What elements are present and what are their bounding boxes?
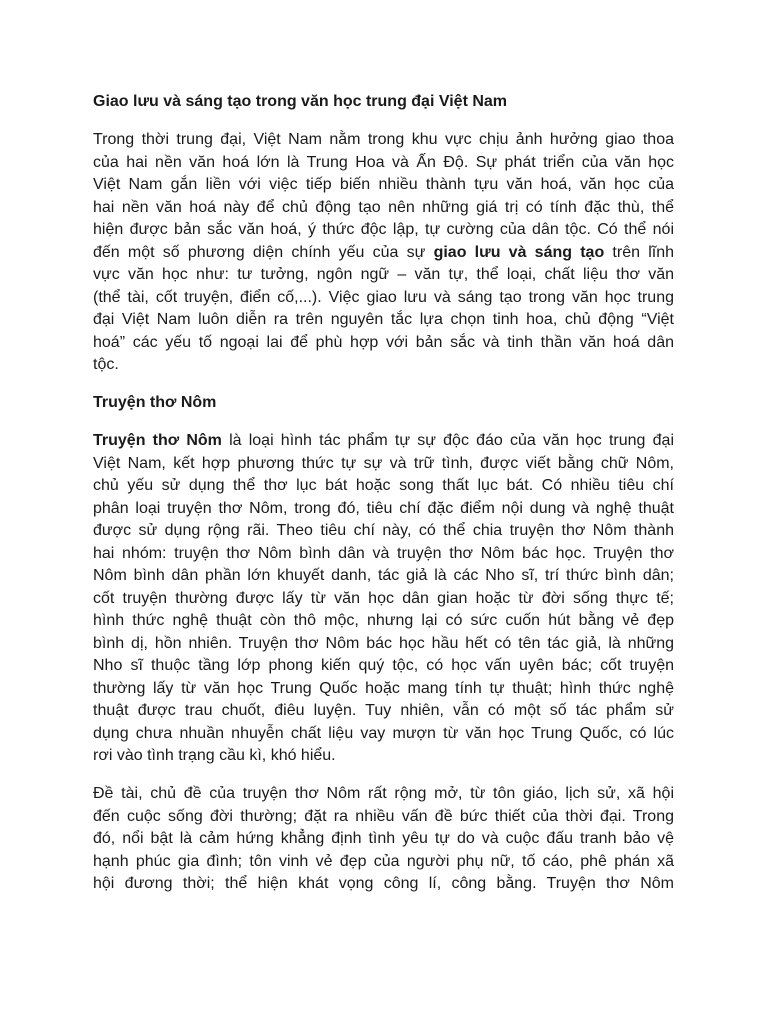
paragraph-line: hai nhóm: truyện thơ Nôm bình dân và truyện thơ Nôm bác học. Truyện thơ — [93, 544, 674, 562]
paragraph-line: (thể tài, cốt truyện, điển cố,...). Việc giao lưu và sáng tạo trong văn học trung — [93, 288, 674, 306]
paragraph-line — [93, 430, 674, 453]
paragraph-line: tộc. — [93, 356, 119, 373]
paragraph-line: được sử dụng rộng rãi. Theo tiêu chí này, có thể chia truyện thơ Nôm thành — [93, 522, 674, 539]
paragraph-line: của hai nền văn hoá lớn là Trung Hoa và Ấn Độ. Sự phát triển của văn học — [93, 153, 674, 171]
paragraph-line: vực văn học như: tư tưởng, ngôn ngữ – văn tự, thể loại, chất liệu thơ văn — [93, 266, 674, 283]
paragraph-line: Việt Nam gắn liền với việc tiếp biến nhiều thành tựu văn hoá, văn học của — [93, 176, 674, 193]
paragraph-line: đó, nổi bật là cảm hứng khẳng định tình yêu tự do và cuộc đấu tranh bảo vệ — [93, 830, 674, 847]
paragraph-line: hạnh phúc gia đình; tôn vinh vẻ đẹp của người phụ nữ, tố cáo, phê phán xã — [93, 852, 674, 870]
paragraph-line: Đề tài, chủ đề của truyện thơ Nôm rất rộng mở, từ tôn giáo, lịch sử, xã hội — [93, 785, 674, 802]
paragraph-line: hội đương thời; thể hiện khát vọng công lí, công bằng. Truyện thơ Nôm — [93, 875, 674, 892]
paragraph-line: hoá” các yếu tố ngoại lai để phù hợp với bản sắc và tinh thần văn hoá dân — [93, 333, 674, 351]
document-page — [93, 91, 674, 896]
paragraph-giao-luu — [93, 129, 674, 377]
spacer — [93, 377, 674, 393]
paragraph-line: Trong thời trung đại, Việt Nam nằm trong khu vực chịu ảnh hưởng giao thoa — [93, 131, 674, 148]
spacer — [93, 768, 674, 784]
spacer — [93, 114, 674, 130]
paragraph-line: hình thức nghệ thuật còn thô mộc, nhưng lại có sức cuốn hút bằng vẻ đẹp — [93, 612, 674, 629]
paragraph-line — [93, 242, 674, 265]
paragraph-line: phân loại truyện thơ Nôm, trong đó, tiêu chí đặc điểm nội dung và nghệ thuật — [93, 499, 674, 517]
paragraph-line: cốt truyện thường được lấy từ văn học dân gian hoặc từ đời sống thực tế; — [93, 589, 674, 607]
paragraph-line: bình dị, hồn nhiên. Truyện thơ Nôm bác học hầu hết có tên tác giả, là những — [93, 634, 674, 652]
paragraph-line: Nho sĩ thuộc tầng lớp phong kiến quý tộc, có học vấn uyên bác; cốt truyện — [93, 657, 674, 674]
paragraph-line: hai nền văn hoá này để chủ động tạo nên những giá trị có tính đặc thù, thể — [93, 198, 674, 216]
paragraph-line: Việt Nam, kết hợp phương thức tự sự và trữ tình, được viết bằng chữ Nôm, — [93, 454, 674, 472]
document-title: Giao lưu và sáng tạo trong văn học trung đại Việt Nam — [93, 93, 508, 110]
paragraph-line: đến cuộc sống đời thường; đặt ra nhiều vấn đề bức thiết của thời đại. Trong — [93, 807, 674, 825]
bold-term-giao-luu: giao lưu và sáng tạo — [433, 243, 605, 261]
text-run: trên lĩnh — [604, 243, 675, 261]
paragraph-line: thường lấy từ văn học Trung Quốc hoặc mang tính tự thuật; hình thức nghệ — [93, 679, 674, 697]
section-heading: Truyện thơ Nôm — [93, 394, 217, 411]
text-run: là loại hình tác phẩm tự sự độc đáo của văn học trung đại — [221, 432, 674, 449]
paragraph-line: dụng chưa nhuần nhuyễn chất liệu vay mượn từ văn học Trung Quốc, có lúc — [93, 724, 674, 742]
paragraph-line: thuật được trau chuốt, điêu luyện. Tuy nhiên, vẫn có một số tác phẩm sử — [93, 702, 674, 719]
paragraph-line: hiện được bản sắc văn hoá, ý thức độc lập, tự cường của dân tộc. Có thể nói — [93, 221, 674, 238]
paragraph-line: chủ yếu sử dụng thể thơ lục bát hoặc song thất lục bát. Có nhiều tiêu chí — [93, 477, 674, 494]
paragraph-truyen-tho-nom — [93, 430, 674, 768]
paragraph-line: Nôm bình dân phần lớn khuyết danh, tác giả là các Nho sĩ, trí thức bình dân; — [93, 567, 674, 584]
text-run: đến một số phương diện chính yếu của sự — [93, 243, 434, 261]
paragraph-de-tai — [93, 783, 674, 896]
bold-term-truyen-tho-nom: Truyện thơ Nôm — [93, 432, 222, 449]
spacer — [93, 415, 674, 431]
paragraph-line: đại Việt Nam luôn diễn ra trên nguyên tắc lựa chọn tinh hoa, chủ động “Việt — [93, 311, 674, 328]
paragraph-line: rơi vào tình trạng cầu kì, khó hiểu. — [93, 747, 336, 764]
